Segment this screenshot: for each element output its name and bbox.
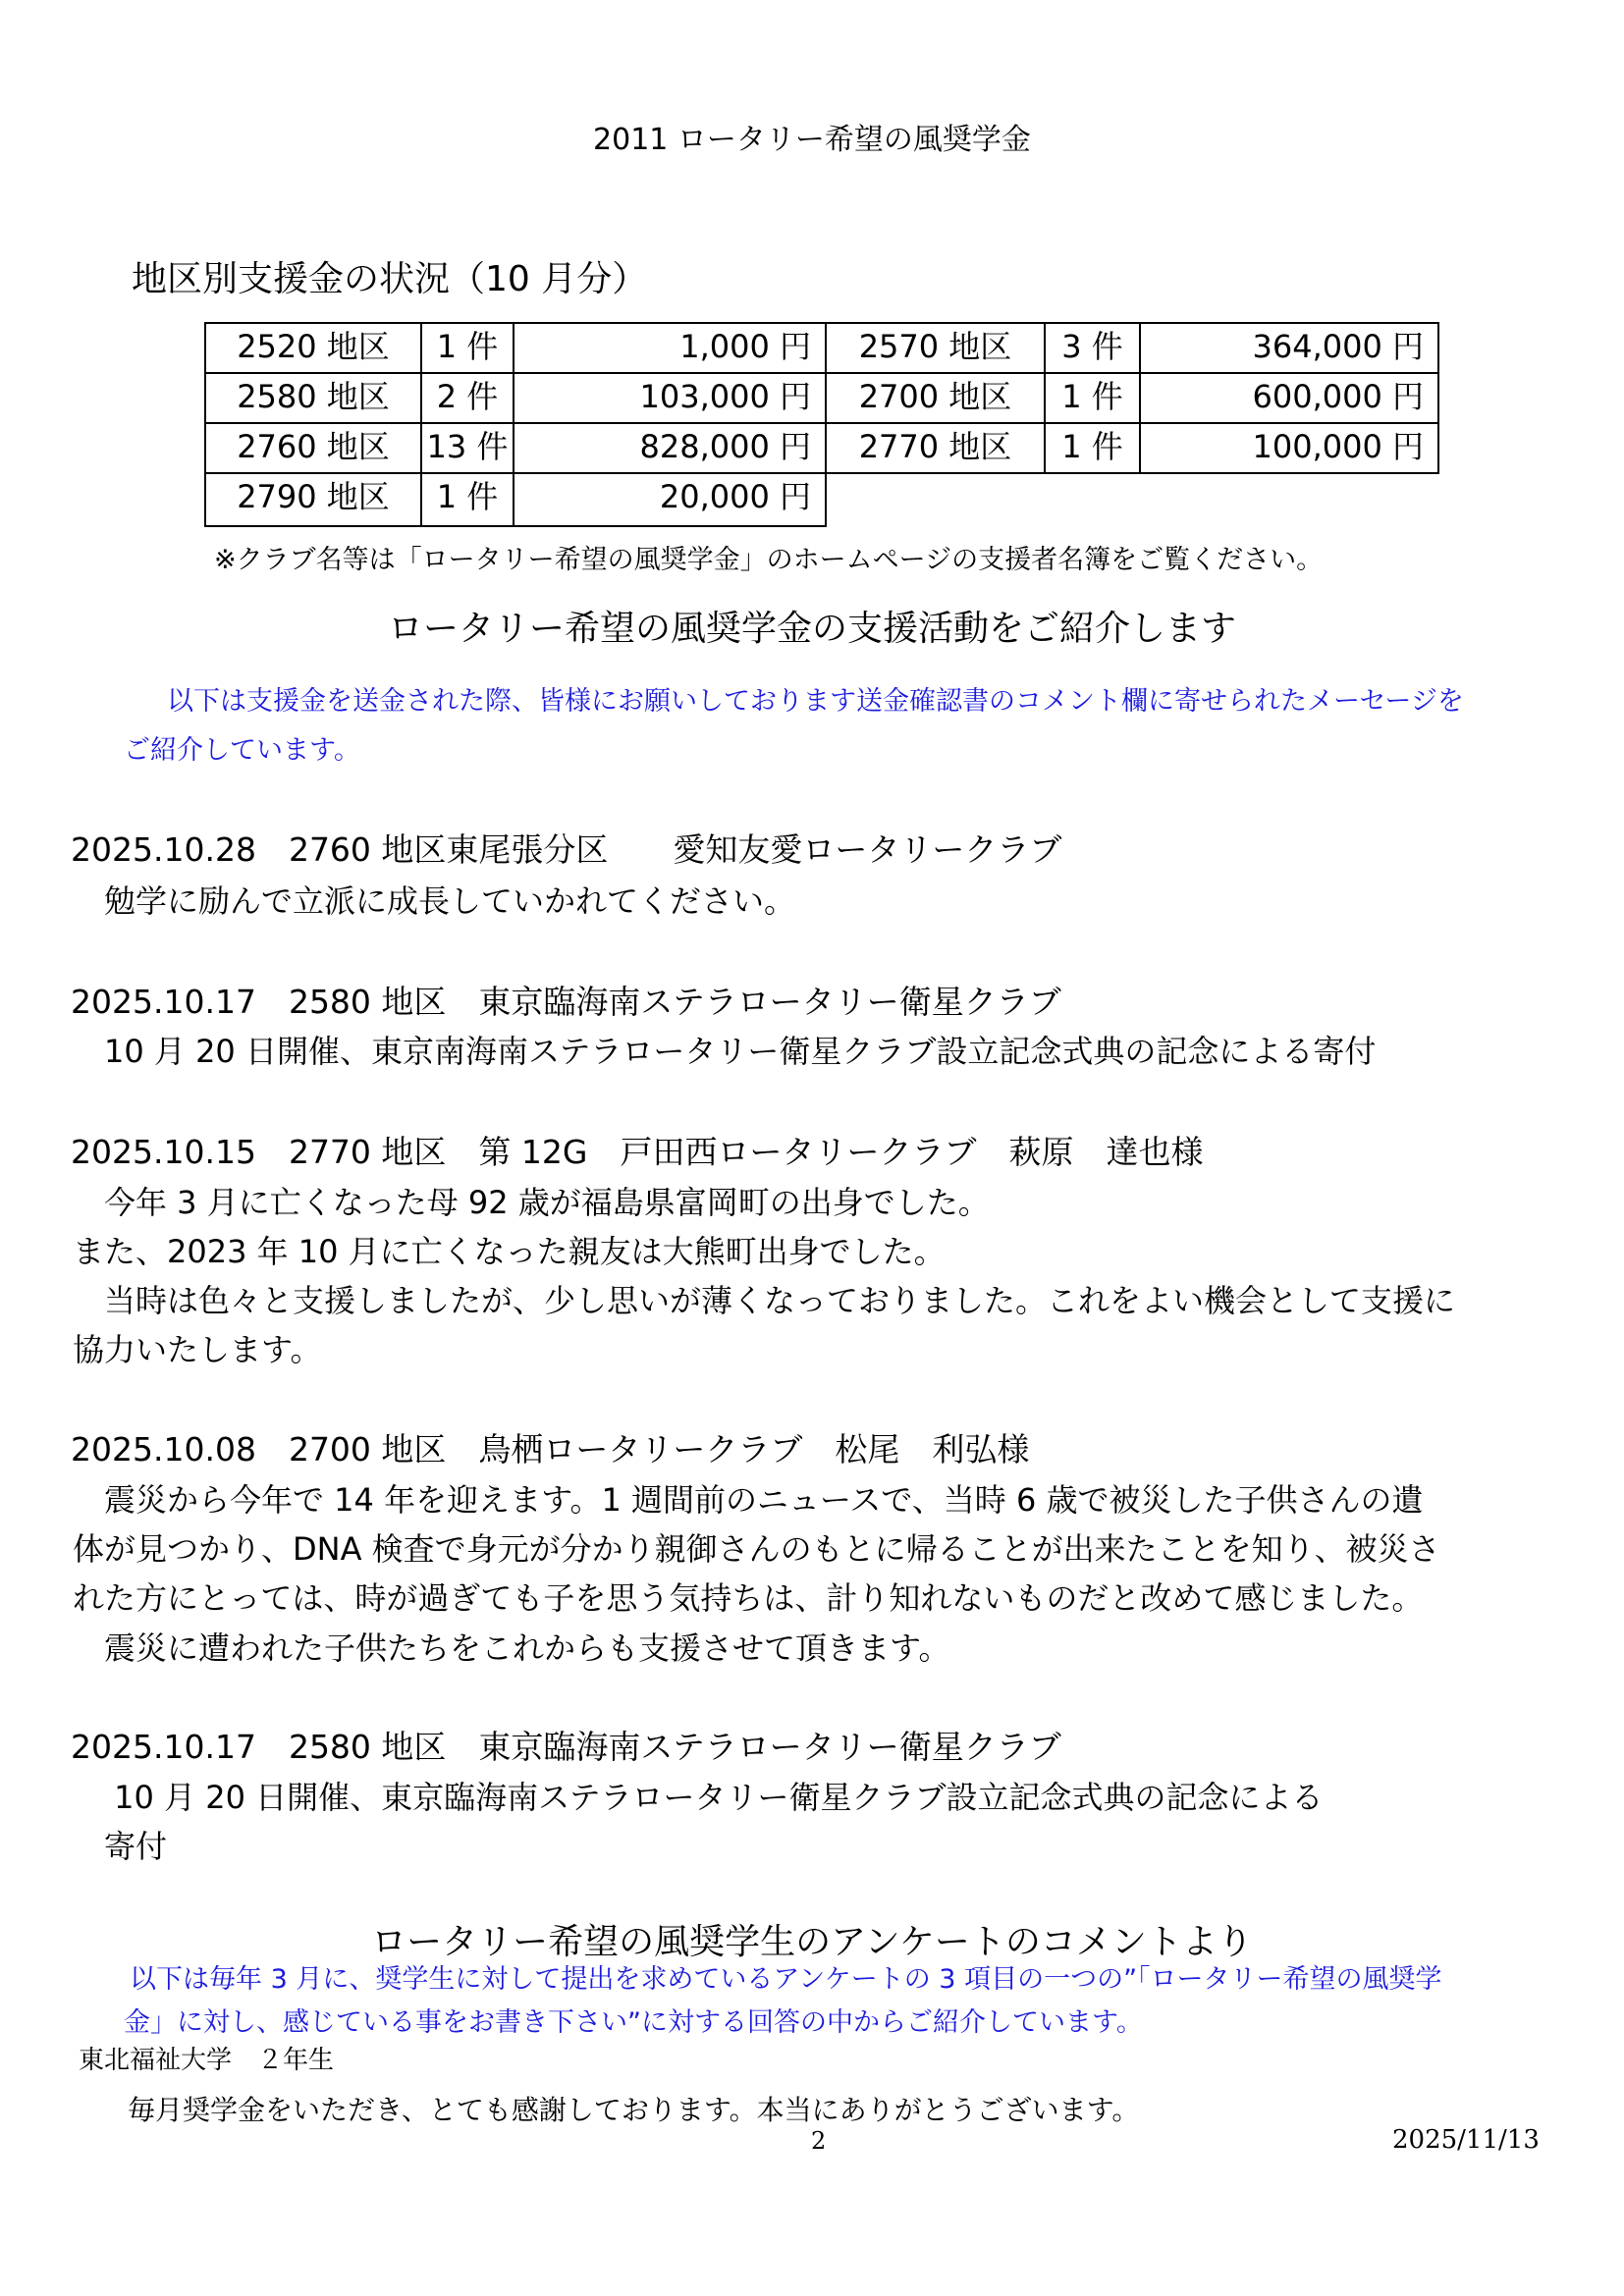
message-entry-header: 2025.10.28 2760 地区東尾張分区 愛知友愛ロータリークラブ xyxy=(71,830,1062,869)
message-entry-line: 体が見つかり、DNA 検査で身元が分かり親御さんのもとに帰ることが出来たことを知り、被災さ xyxy=(73,1530,1440,1568)
count-cell: 1 件 xyxy=(420,472,514,527)
message-entry-line: 10 月 20 日開催、東京南海南ステラロータリー衛星クラブ設立記念式典の記念による寄付 xyxy=(73,1033,1377,1070)
amount-cell: 103,000 円 xyxy=(513,372,827,424)
message-entry-header: 2025.10.15 2770 地区 第 12G 戸田西ロータリークラブ 萩原 達也様 xyxy=(71,1133,1204,1171)
table-note: ※クラブ名等は「ロータリー希望の風奨学金」のホームページの支援者名簿をご覧ください。 xyxy=(214,545,1324,575)
activities-intro xyxy=(124,677,1538,775)
page-number: 2 xyxy=(811,2127,827,2155)
message-entry-line: 震災に遭われた子供たちをこれからも支援させて頂きます。 xyxy=(73,1629,950,1667)
activities-intro-line: ご紹介しています。 xyxy=(124,735,360,766)
district-cell: 2760 地区 xyxy=(204,422,422,474)
district-cell: 2770 地区 xyxy=(825,422,1046,474)
amount-cell: 100,000 円 xyxy=(1139,422,1439,474)
footer-date: 2025/11/13 xyxy=(1392,2125,1540,2155)
district-cell: 2570 地区 xyxy=(825,322,1046,374)
message-entry-header: 2025.10.08 2700 地区 鳥栖ロータリークラブ 松尾 利弘様 xyxy=(71,1430,1030,1468)
message-entry-line: また、2023 年 10 月に亡くなった親友は大熊町出身でした。 xyxy=(73,1233,946,1270)
count-cell: 3 件 xyxy=(1044,322,1141,374)
district-cell: 2520 地区 xyxy=(204,322,422,374)
message-entry-line: 当時は色々と支援しましたが、少し思いが薄くなっておりました。これをよい機会として支援に xyxy=(73,1282,1456,1319)
district-cell: 2700 地区 xyxy=(825,372,1046,424)
amount-cell: 364,000 円 xyxy=(1139,322,1439,374)
message-entry-line: 10 月 20 日開催、東京臨海南ステラロータリー衛星クラブ設立記念式典の記念による xyxy=(73,1779,1324,1816)
support-status-heading: 地区別支援金の状況（10 月分） xyxy=(132,259,648,299)
message-entry-line: 協力いたします。 xyxy=(73,1331,322,1368)
count-cell: 2 件 xyxy=(420,372,514,424)
survey-intro-line: 以下は毎年 3 月に、奨学生に対して提出を求めているアンケートの 3 項目の一つの”「ロータリー希望の風奨学 xyxy=(130,1964,1442,1995)
amount-cell: 20,000 円 xyxy=(513,472,827,527)
message-entry-header: 2025.10.17 2580 地区 東京臨海南ステラロータリー衛星クラブ xyxy=(71,1728,1061,1766)
count-cell: 13 件 xyxy=(420,422,514,474)
message-entry-line: 寄付 xyxy=(73,1828,168,1865)
survey-intro xyxy=(124,1958,1547,2045)
activities-heading: ロータリー希望の風奨学金の支援活動をご紹介します xyxy=(387,609,1236,649)
count-cell: 1 件 xyxy=(1044,372,1141,424)
district-cell: 2790 地区 xyxy=(204,472,422,527)
message-entry-header: 2025.10.17 2580 地区 東京臨海南ステラロータリー衛星クラブ xyxy=(71,983,1061,1021)
student-answer: 毎月奨学金をいただき、とても感謝しております。本当にありがとうございます。 xyxy=(128,2094,1140,2126)
amount-cell: 600,000 円 xyxy=(1139,372,1439,424)
message-entry-line: 震災から今年で 14 年を迎えます。1 週間前のニュースで、当時 6 歳で被災した子供さんの遺 xyxy=(73,1481,1424,1519)
district-cell: 2580 地区 xyxy=(204,372,422,424)
message-entry-line: れた方にとっては、時が過ぎても子を思う気持ちは、計り知れないものだと改めて感じました。 xyxy=(73,1579,1424,1617)
activities-intro-line: 以下は支援金を送金された際、皆様にお願いしております送金確認書のコメント欄に寄せられたメーセージを xyxy=(167,686,1464,717)
survey-intro-line: 金」に対し、感じている事をお書き下さい”に対する回答の中からご紹介しています。 xyxy=(124,2007,1143,2038)
amount-cell: 1,000 円 xyxy=(513,322,827,374)
count-cell: 1 件 xyxy=(1044,422,1141,474)
document-title: 2011 ロータリー希望の風奨学金 xyxy=(593,123,1031,157)
count-cell: 1 件 xyxy=(420,322,514,374)
amount-cell: 828,000 円 xyxy=(513,422,827,474)
student-label: 東北福祉大学 ２年生 xyxy=(79,2046,335,2075)
message-entry-line: 勉学に励んで立派に成長していかれてください。 xyxy=(73,882,796,920)
message-entry-line: 今年 3 月に亡くなった母 92 歳が福島県富岡町の出身でした。 xyxy=(73,1184,990,1221)
survey-heading: ロータリー希望の風奨学生のアンケートのコメントより xyxy=(371,1922,1253,1962)
